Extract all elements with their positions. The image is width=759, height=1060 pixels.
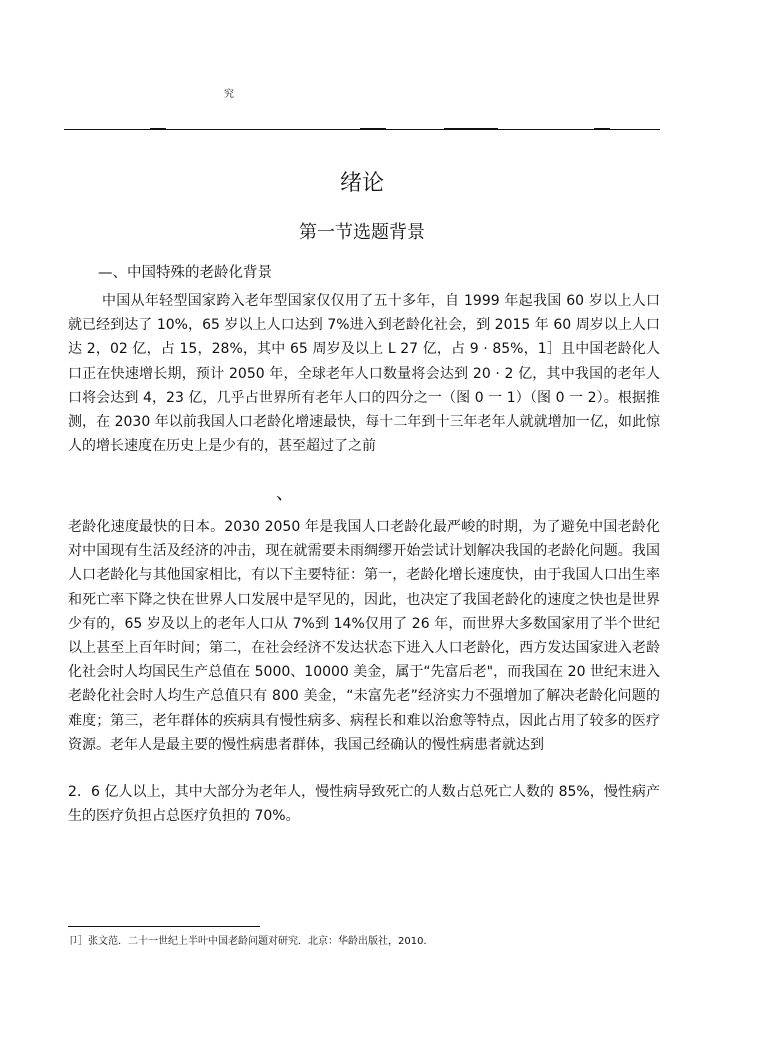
header-rule-accent xyxy=(594,128,610,130)
running-header-mark: 究 xyxy=(224,89,234,100)
section-title: 第一节选题背景 xyxy=(299,222,425,243)
stray-punctuation-mark: 、 xyxy=(276,483,294,504)
chapter-title: 绪论 xyxy=(339,171,384,196)
body-paragraph-3: 2．6 亿人以上，其中大部分为老年人，慢性病导致死亡的人数占总死亡人数的 85%，慢性病产生的医疗负担占总医疗负担的 70%。 xyxy=(68,784,660,825)
header-rule-accent xyxy=(444,128,498,130)
body-paragraph-1: 中国从年轻型国家跨入老年型国家仅仅用了五十多年，自 1999 年起我国 60 岁以上人口就已经到达了 10%，65 岁以上人口达到 7%进入到老龄化社会，到 2015 年 60 周岁以上人口达 2，02 亿，占 15，28%，其中 65 周岁及以上 L 27 亿，占 9 · 85%，1］且中国老龄化人口正在快速增长期，预计 2050 年，全球老年人口数量将会达到 20 · 2 亿，其中我国的老年人口将会达到 4，23 亿，几乎占世界所有老年人口的四分之一（图 0 一 1）（图 0 一 2）。根据推测，在 2030 年以前我国人口老龄化增速最快，每十二年到十三年老年人就就增加一亿，如此惊人的增长速度在历史上是少有的，甚至超过了之前 xyxy=(68,293,660,455)
subsection-title: —、中国特殊的老龄化背景 xyxy=(98,265,272,281)
header-rule-accent xyxy=(150,128,166,130)
footnote: 卩］张文范．二十一世纪上半叶中国老龄问题对研究．北京：华龄出版社，2010． xyxy=(68,936,434,947)
body-paragraph-2: 老龄化速度最快的日本。2030 2050 年是我国人口老龄化最严峻的时期，为了避免中国老龄化对中国现有生活及经济的冲击，现在就需要未雨绸缪开始尝试计划解决我国的老龄化问题。我国人口老龄化与其他国家相比，有以下主要特征：第一，老龄化增长速度快，由于我国人口出生率和死亡率下降之快在世界人口发展中是罕见的，因此，也决定了我国老龄化的速度之快也是世界少有的，65 岁及以上的老年人口从 7%到 14%仅用了 26 年，而世界大多数国家用了半个世纪以上甚至上百年时间；第二，在社会经济不发达状态下进入人口老龄化，西方发达国家进入老龄化社会时人均国民生产总值在 5000、10000 美金，属于“先富后老"，而我国在 20 世纪末进入老龄化社会时人均生产总值只有 800 美金，“未富先老”经济实力不强增加了解决老龄化问题的难度；第三，老年群体的疾病具有慢性病多、病程长和难以治愈等特点，因此占用了较多的医疗资源。老年人是最主要的慢性病患者群体，我国己经确认的慢性病患者就达到 xyxy=(68,519,660,753)
footnote-rule xyxy=(68,926,260,927)
header-rule-accent xyxy=(360,128,386,130)
